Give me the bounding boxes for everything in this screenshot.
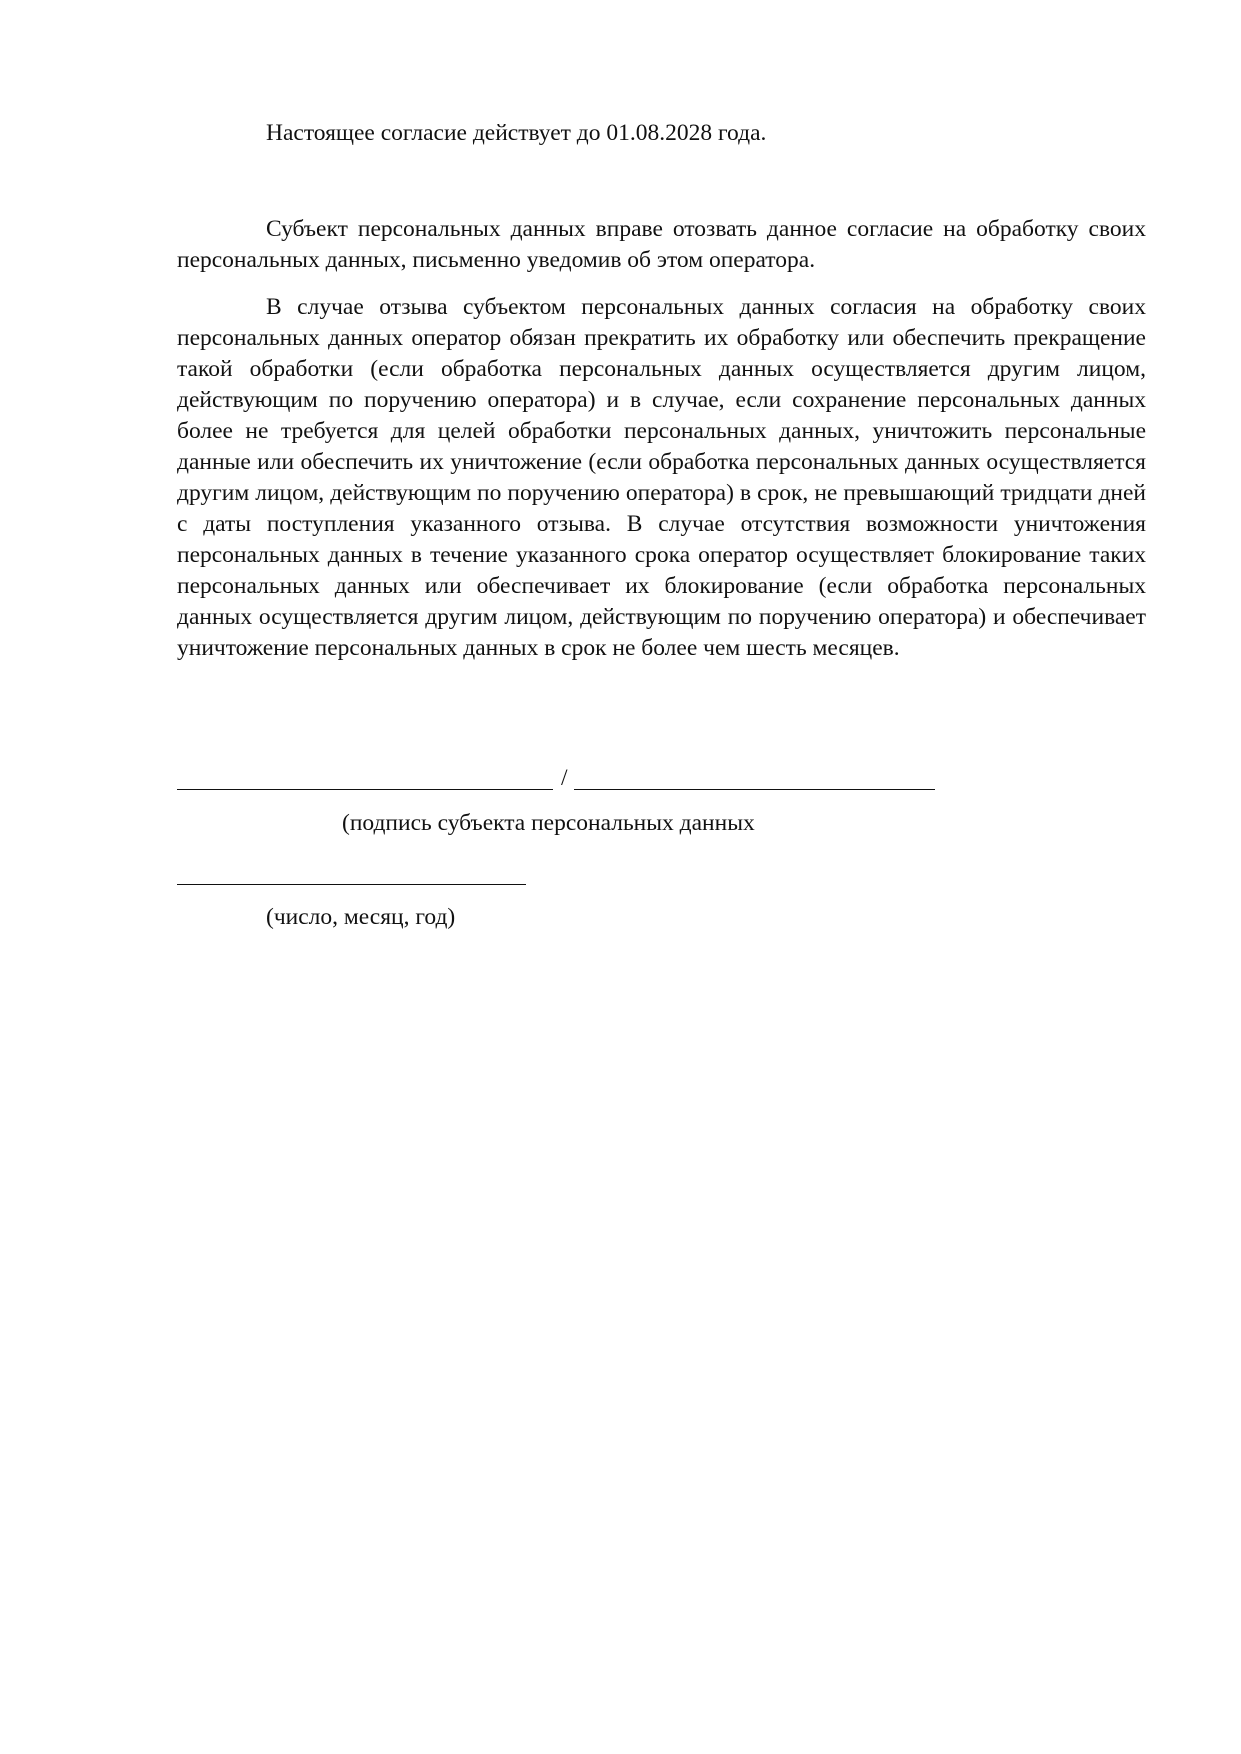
signature-separator: / <box>561 765 568 791</box>
validity-paragraph: Настоящее согласие действует до 01.08.2028 года. <box>266 120 767 146</box>
name-blank-line <box>574 765 935 790</box>
revocation-case-paragraph: В случае отзыва субъектом персональных данных согласия на обработку своих персональных данных оператор обязан прекратить их обработку или обеспечить прекращение такой обработки (если обработка персональных данных осуществляется другим лицом, действующим по поручению оператора) и в случае, если сохранение персональных данных более не требуется для целей обработки персональных данных, уничтожить персональные данные или обеспечить их уничтожение (если обработка персональных данных осуществляется другим лицом, действующим по поручению оператора) в срок, не превышающий тридцати дней с даты поступления указанного отзыва. В случае отсутствия возможности уничтожения персональных данных в течение указанного срока оператор осуществляет блокирование таких персональных данных или обеспечивает их блокирование (если обработка персональных данных осуществляется другим лицом, действующим по поручению оператора) и обеспечивает уничтожение персональных данных в срок не более чем шесть месяцев. <box>177 294 1146 661</box>
signature-caption: (подпись субъекта персональных данных <box>342 810 755 836</box>
signature-blank-line <box>177 765 553 790</box>
date-blank-line <box>177 860 526 885</box>
revoke-right-paragraph: Субъект персональных данных вправе отозвать данное согласие на обработку своих персональных данных, письменно уведомив об этом оператора. <box>177 216 1146 273</box>
date-caption: (число, месяц, год) <box>266 904 456 930</box>
signature-line-row <box>177 756 935 790</box>
